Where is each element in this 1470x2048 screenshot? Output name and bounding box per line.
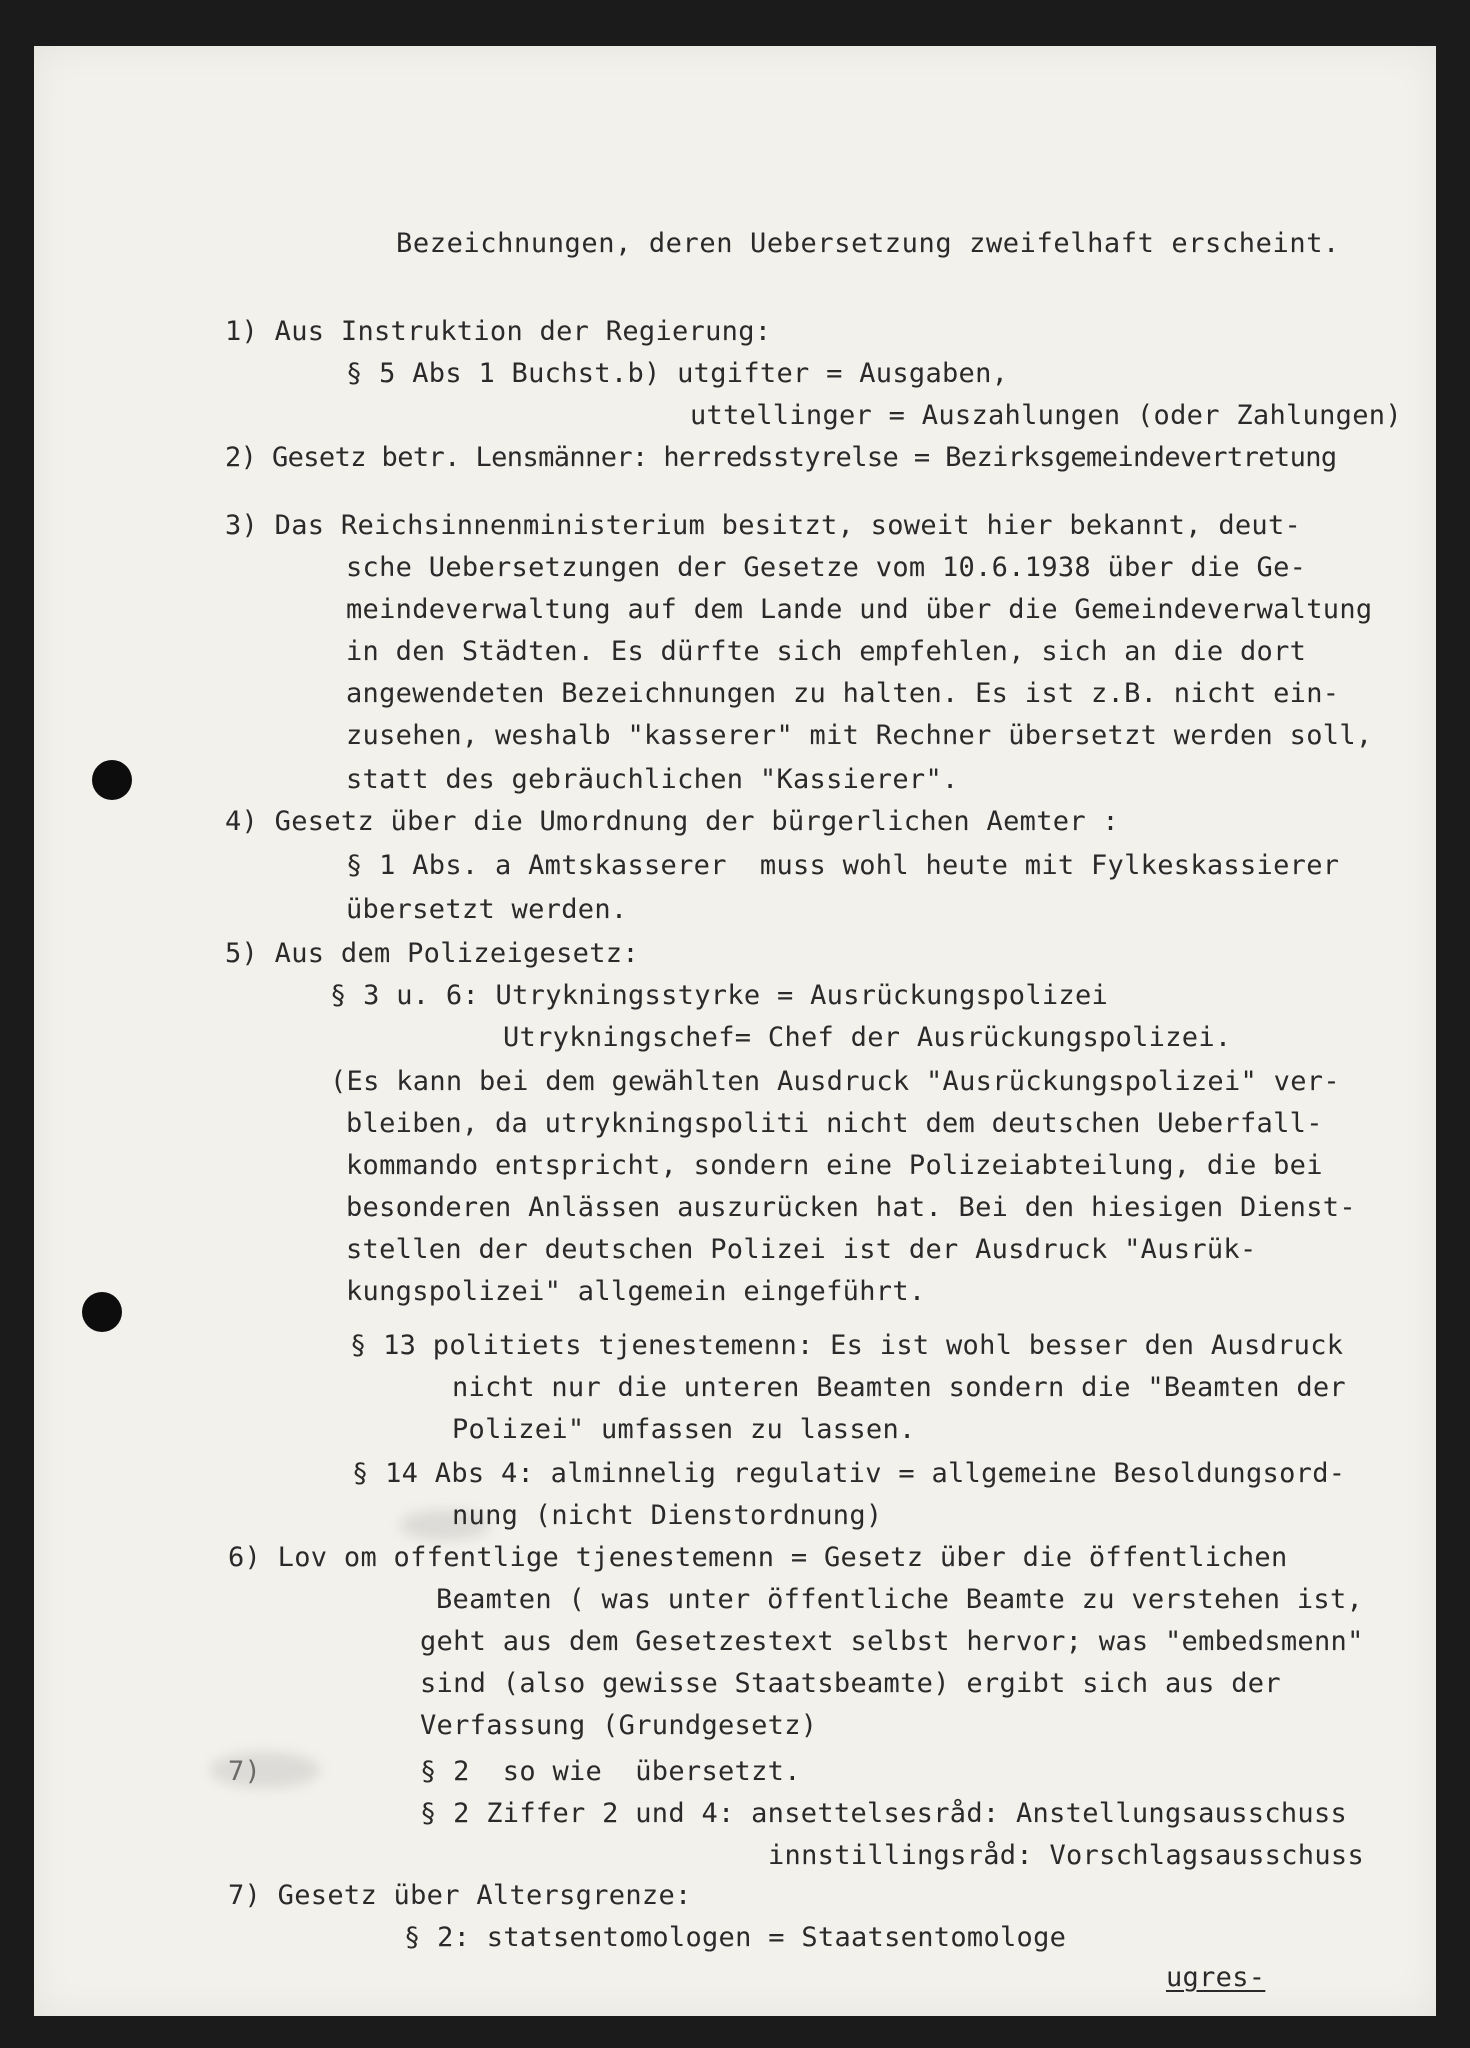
doc-line-18: (Es kann bei dem gewählten Ausdruck "Ausrückungspolizei" ver- <box>330 1066 1340 1097</box>
doc-line-24: § 13 politiets tjenestemenn: Es ist wohl besser den Ausdruck <box>350 1330 1344 1361</box>
doc-line-9: angewendeten Bezeichnungen zu halten. Es ist z.B. nicht ein- <box>346 678 1340 709</box>
doc-line-28: nung (nicht Dienstordnung) <box>452 1500 883 1531</box>
doc-line-13: § 1 Abs. a Amtskasserer muss wohl heute mit Fylkeskassierer <box>346 850 1340 881</box>
doc-line-29: 6) Lov om offentlige tjenestemenn = Gesetz über die öffentlichen <box>228 1542 1288 1573</box>
doc-line-30: Beamten ( was unter öffentliche Beamte zu verstehen ist, <box>436 1584 1364 1615</box>
doc-line-6: sche Uebersetzungen der Gesetze vom 10.6.1938 über die Ge- <box>346 552 1307 583</box>
doc-line-1: 1) Aus Instruktion der Regierung: <box>225 316 772 347</box>
doc-line-31: geht aus dem Gesetzestext selbst hervor; was "embedsmenn" <box>420 1626 1364 1657</box>
doc-line-15: 5) Aus dem Polizeigesetz: <box>225 938 639 969</box>
doc-line-16: § 3 u. 6: Utrykningsstyrke = Ausrückungspolizei <box>330 980 1109 1011</box>
doc-line-20: kommando entspricht, sondern eine Polizeiabteilung, die bei <box>346 1150 1323 1181</box>
doc-line-17: Utrykningschef= Chef der Ausrückungspolizei. <box>503 1022 1232 1053</box>
doc-line-4: 2) Gesetz betr. Lensmänner: herredsstyrelse = Bezirksgemeindevertretung <box>225 442 1337 473</box>
doc-line-27: § 14 Abs 4: alminnelig regulativ = allgemeine Besoldungsord- <box>352 1458 1346 1489</box>
doc-line-26: Polizei" umfassen zu lassen. <box>452 1414 916 1445</box>
doc-line-22: stellen der deutschen Polizei ist der Ausdruck "Ausrük- <box>346 1234 1257 1265</box>
doc-line-continuation: ugres- <box>1166 1962 1266 1993</box>
doc-line-32: sind (also gewisse Staatsbeamte) ergibt sich aus der <box>420 1668 1281 1699</box>
doc-line-25: nicht nur die unteren Beamten sondern die "Beamten der <box>452 1372 1346 1403</box>
punch-hole-upper <box>92 760 132 800</box>
doc-line-19: bleiben, da utrykningspoliti nicht dem deutschen Ueberfall- <box>346 1108 1323 1139</box>
doc-line-33: Verfassung (Grundgesetz) <box>420 1710 818 1741</box>
page-title: Bezeichnungen, deren Uebersetzung zweifelhaft erscheint. <box>396 228 1340 259</box>
doc-line-7: meindeverwaltung auf dem Lande und über die Gemeindeverwaltung <box>346 594 1373 625</box>
doc-line-35: § 2 Ziffer 2 und 4: ansettelsesråd: Anstellungsausschuss <box>420 1798 1348 1829</box>
punch-hole-lower <box>82 1292 122 1332</box>
doc-line-10: zusehen, weshalb "kasserer" mit Rechner übersetzt werden soll, <box>346 720 1373 751</box>
doc-line-3: uttellinger = Auszahlungen (oder Zahlungen) <box>690 400 1402 431</box>
doc-line-34-number: 7) <box>228 1756 262 1787</box>
doc-line-36: innstillingsråd: Vorschlagsausschuss <box>768 1840 1364 1871</box>
doc-line-5: 3) Das Reichsinnenministerium besitzt, soweit hier bekannt, deut- <box>225 510 1302 541</box>
doc-line-38: § 2: statsentomologen = Staatsentomologe <box>404 1922 1067 1953</box>
doc-line-34: § 2 so wie übersetzt. <box>420 1756 801 1787</box>
doc-line-21: besonderen Anlässen auszurücken hat. Bei den hiesigen Dienst- <box>346 1192 1356 1223</box>
doc-line-23: kungspolizei" allgemein eingeführt. <box>346 1276 926 1307</box>
smudge-left-margin <box>210 1752 320 1788</box>
doc-line-37: 7) Gesetz über Altersgrenze: <box>228 1880 692 1911</box>
doc-line-12: 4) Gesetz über die Umordnung der bürgerlichen Aemter : <box>225 806 1119 837</box>
doc-line-2: § 5 Abs 1 Buchst.b) utgifter = Ausgaben, <box>346 358 1009 389</box>
doc-line-14: übersetzt werden. <box>346 894 628 925</box>
doc-line-11: statt des gebräuchlichen "Kassierer". <box>346 764 959 795</box>
doc-line-8: in den Städten. Es dürfte sich empfehlen, sich an die dort <box>346 636 1307 667</box>
